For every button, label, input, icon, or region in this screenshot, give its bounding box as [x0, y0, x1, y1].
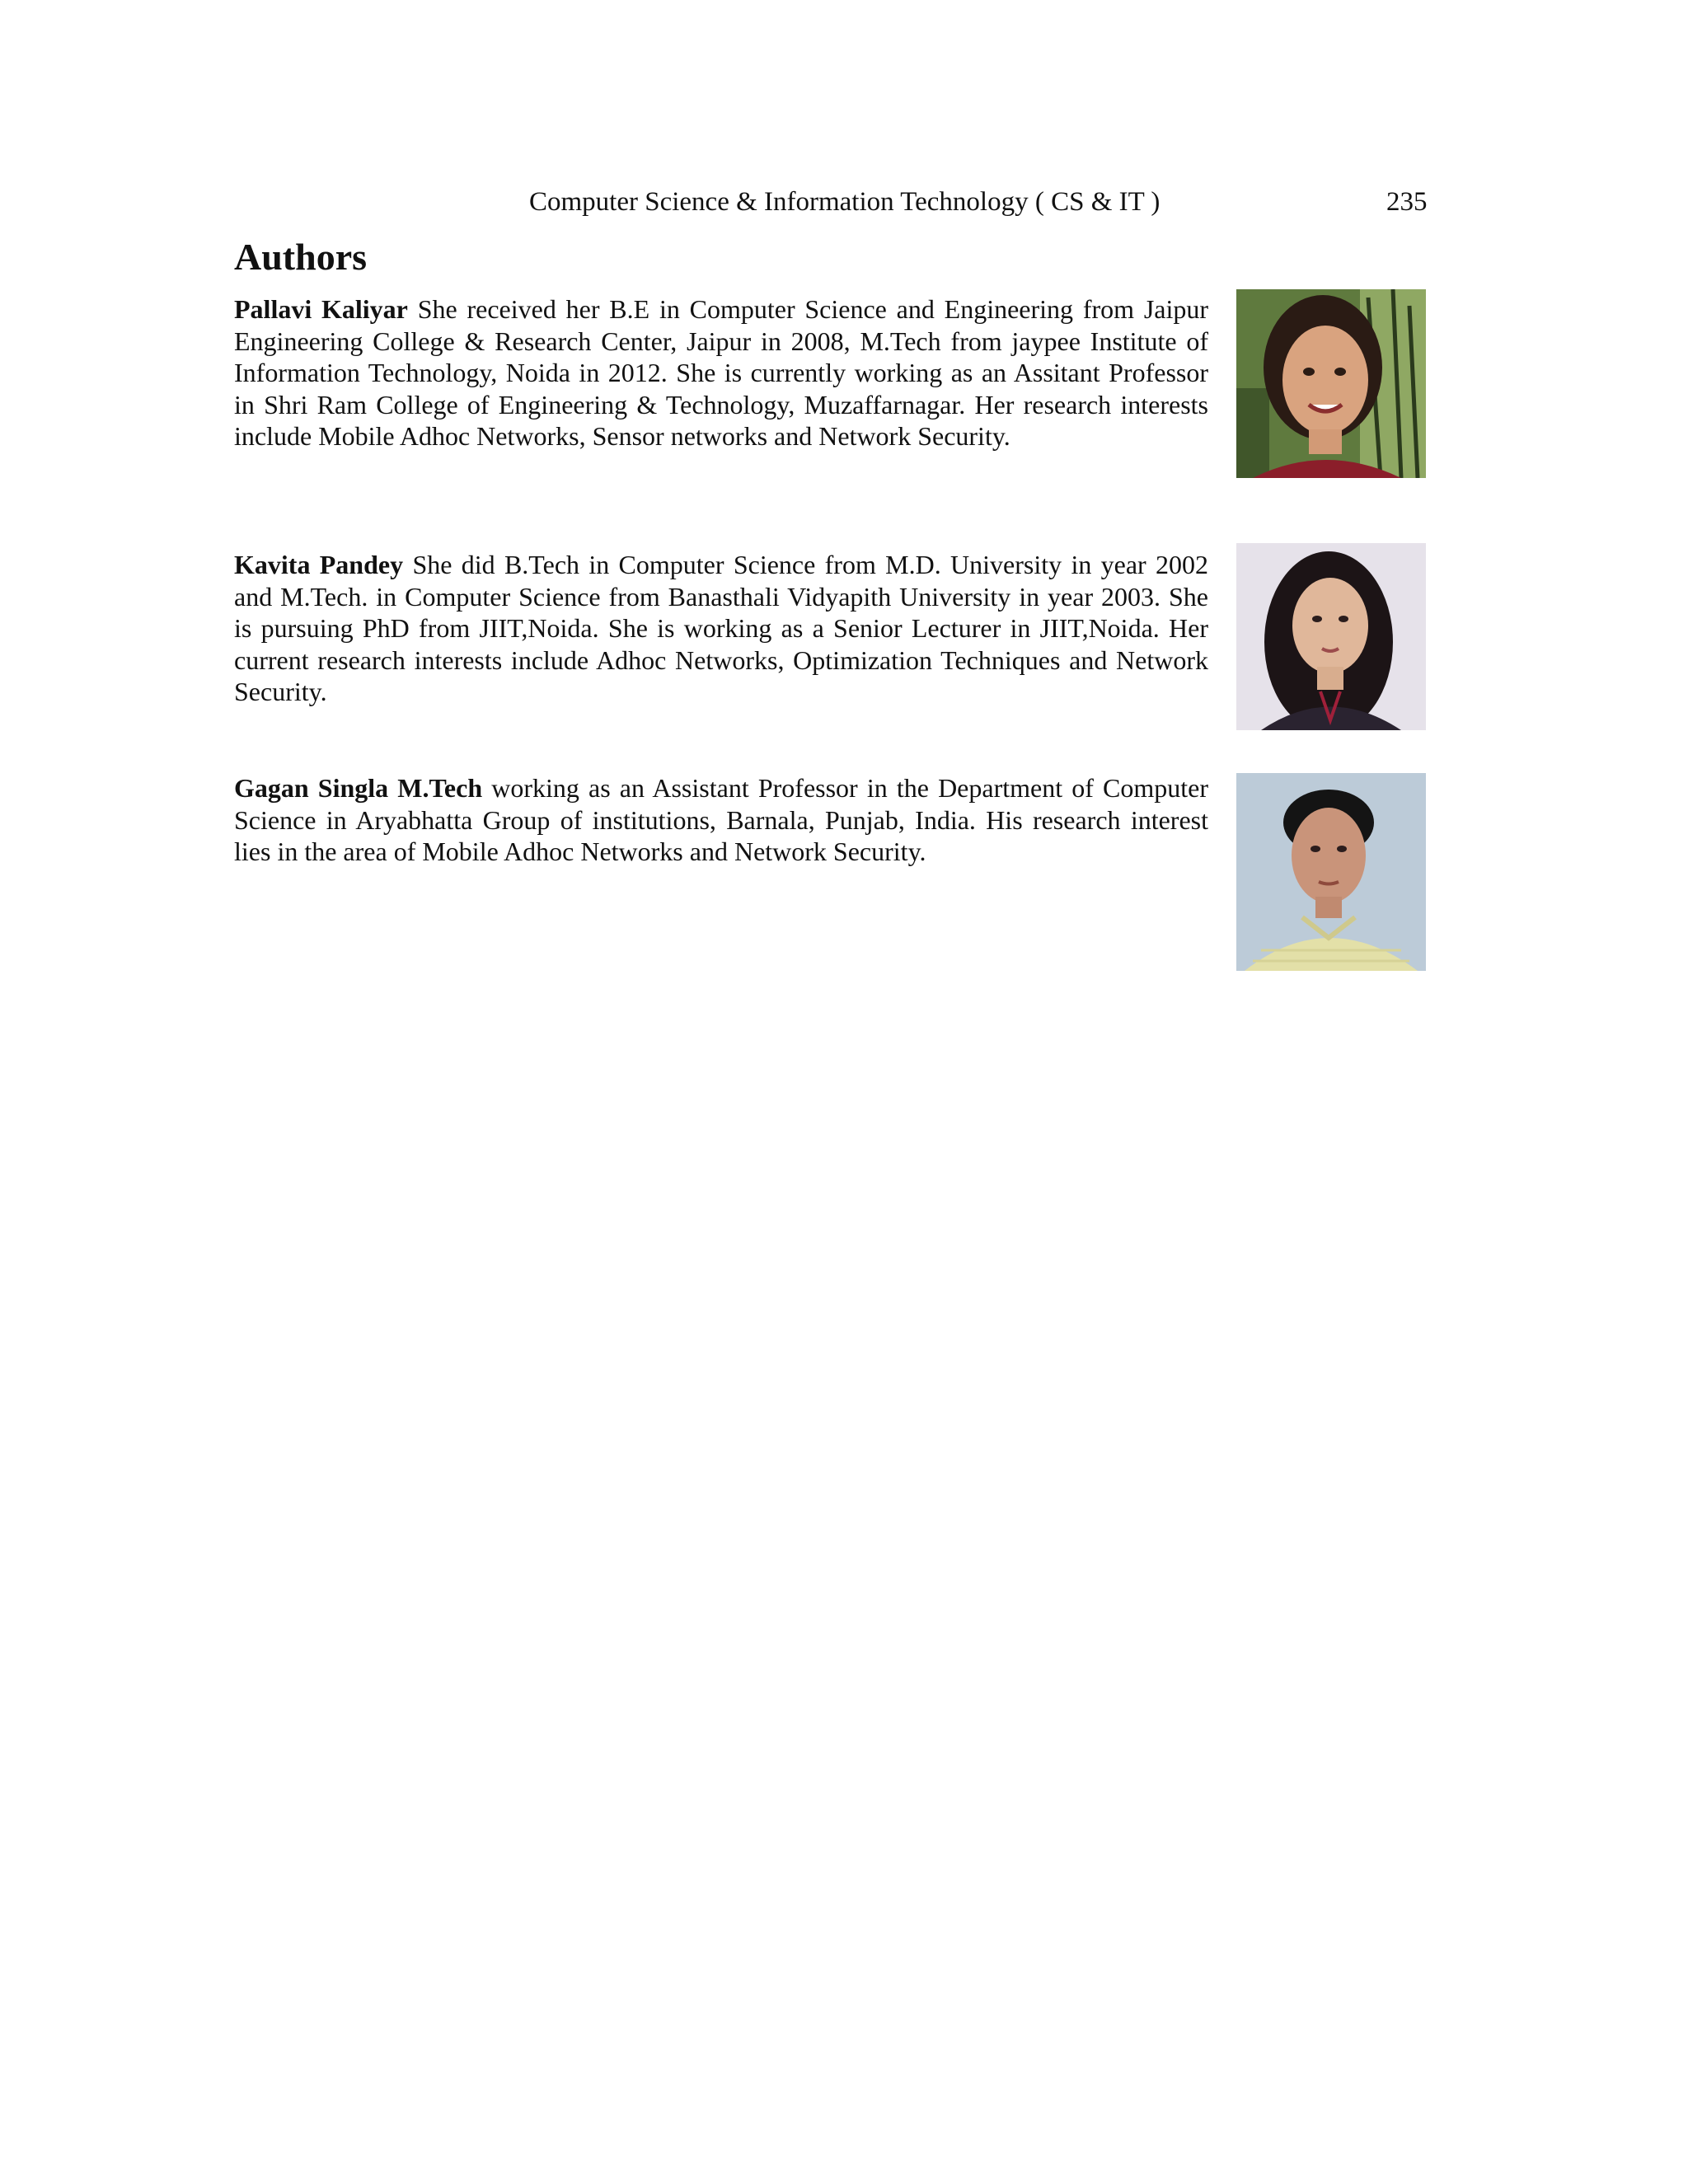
author-portrait-photo-icon	[1236, 543, 1426, 730]
author-name: Pallavi Kaliyar	[234, 294, 408, 324]
author-name: Kavita Pandey	[234, 550, 404, 579]
author-photo-pallavi-kaliyar	[1236, 289, 1426, 478]
author-bio-pallavi-kaliyar	[234, 293, 1208, 452]
author-portrait-photo-icon	[1236, 773, 1426, 971]
author-bio-text: She did B.Tech in Computer Science from M.D. University in year 2002 and M.Tech. in Computer Science from Banasthali Vidyapith University in year 2003. She is pursuing PhD from JIIT,Noida. She is working as a Senior Lecturer in JIIT,Noida. Her current research interests include Adhoc Networks, Optimization Techniques and Network Security.	[234, 550, 1209, 707]
page-number: 235	[1386, 187, 1428, 217]
author-name: Gagan Singla M.Tech	[234, 773, 483, 803]
author-bio-gagan-singla	[234, 772, 1208, 868]
author-bio-text: She received her B.E in Computer Science and Engineering from Jaipur Engineering College & Research Center, Jaipur in 2008, M.Tech from jaypee Institute of Information Technology, Noida in 2012. She is currently working as an Assitant Professor in Shri Ram College of Engineering & Technology, Muzaffarnagar. Her research interests include Mobile Adhoc Networks, Sensor networks and Network Security.	[234, 294, 1209, 452]
author-bio-text: working as an Assistant Professor in the Department of Computer Science in Aryabhatta Group of institutions, Barnala, Punjab, India. His research interest lies in the area of Mobile Adhoc Networks and Network Security.	[234, 773, 1209, 867]
author-photo-gagan-singla	[1236, 773, 1426, 971]
section-title-authors: Authors	[234, 236, 368, 278]
author-photo-kavita-pandey	[1236, 543, 1426, 730]
running-header-title: Computer Science & Information Technology ( CS & IT )	[529, 187, 1160, 217]
author-bio-kavita-pandey	[234, 549, 1208, 708]
author-portrait-photo-icon	[1236, 289, 1426, 478]
